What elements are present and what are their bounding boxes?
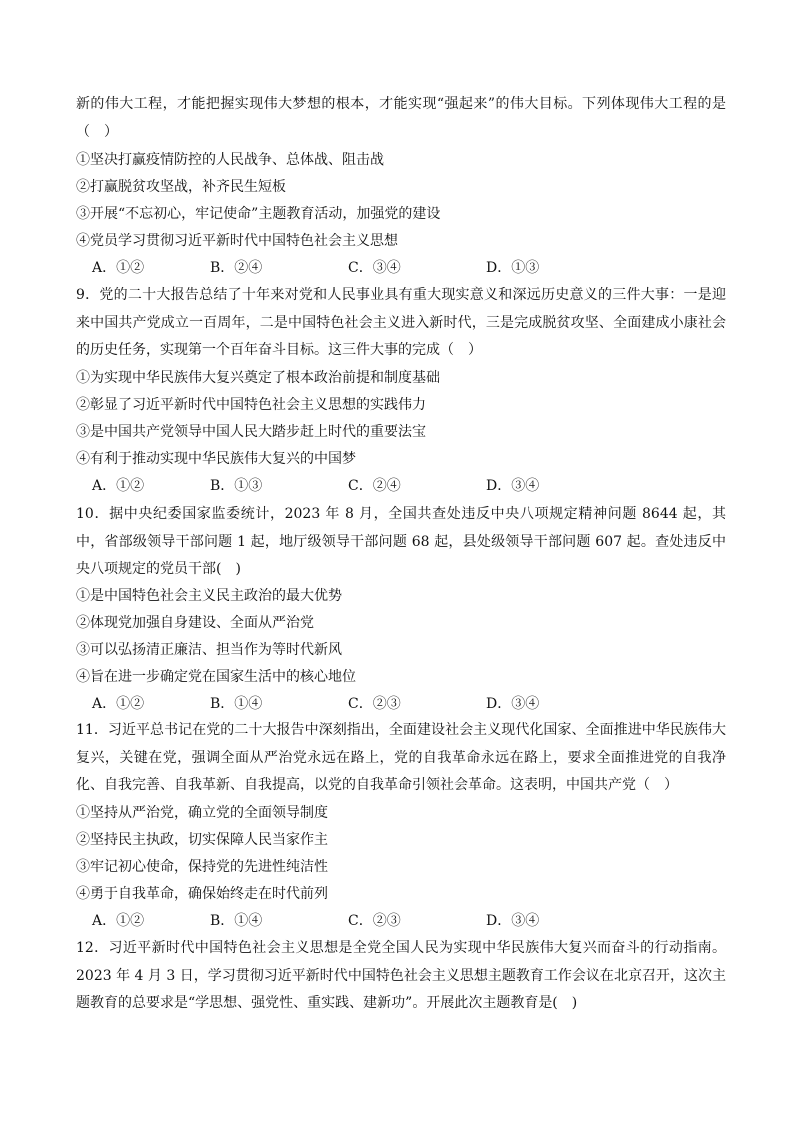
choice-d: D．③④	[486, 913, 540, 929]
question-11-option-3: ③牢记初心使命，保持党的先进性纯洁性	[76, 859, 328, 875]
question-8-option-3: ③开展“不忘初心，牢记使命”主题教育活动，加强党的建设	[76, 206, 441, 222]
question-9-option-3: ③是中国共产党领导中国人民大踏步赶上时代的重要法宝	[76, 424, 426, 440]
question-12-stem: 12．习近平新时代中国特色社会主义思想是全党全国人民为实现中华民族伟大复兴而奋斗的行动指南。2023 年 4 月 3 日，学习贯彻习近平新时代中国特色社会主义思想主题教育工作会议在北京召开，这次主题教育的总要求是“学思想、强党性、重实践、建新功”。开展此次主题教育是( )	[76, 940, 726, 1011]
choice-d: D．①③	[486, 260, 540, 276]
question-9-option-1: ①为实现中华民族伟大复兴奠定了根本政治前提和制度基础	[76, 370, 440, 386]
choice-d: D．③④	[486, 478, 540, 494]
question-8-option-1: ①坚决打赢疫情防控的人民战争、总体战、阻击战	[76, 152, 384, 168]
question-9-option-4: ④有利于推动实现中华民族伟大复兴的中国梦	[76, 451, 356, 467]
question-9-stem: 9．党的二十大报告总结了十年来对党和人民事业具有重大现实意义和深远历史意义的三件大事：一是迎来中国共产党成立一百周年，二是中国特色社会主义进入新时代，三是完成脱贫攻坚、全面建成小康社会的历史任务，实现第一个百年奋斗目标。这三件大事的完成（ ）	[76, 287, 726, 358]
question-8-option-2: ②打赢脱贫攻坚战，补齐民生短板	[76, 179, 286, 195]
question-11-choices	[92, 910, 652, 932]
question-10-choices	[92, 693, 652, 715]
question-9-choices	[92, 475, 652, 497]
choice-b: B．①④	[210, 913, 263, 929]
choice-b: B．②④	[210, 260, 263, 276]
choice-a: A．①②	[92, 913, 145, 929]
choice-b: B．①③	[210, 478, 263, 494]
question-10-option-2: ②体现党加强自身建设、全面从严治党	[76, 615, 314, 631]
choice-c: C．②③	[348, 696, 401, 712]
choice-a: A．①②	[92, 696, 145, 712]
choice-c: C．②④	[348, 478, 401, 494]
question-10-option-4: ④旨在进一步确定党在国家生活中的核心地位	[76, 669, 356, 685]
question-8-stem: 新的伟大工程，才能把握实现伟大梦想的根本，才能实现“强起来”的伟大目标。下列体现伟大工程的是（ ）	[76, 96, 726, 140]
question-9-option-2: ②彰显了习近平新时代中国特色社会主义思想的实践伟力	[76, 397, 426, 413]
question-11-stem: 11．习近平总书记在党的二十大报告中深刻指出，全面建设社会主义现代化国家、全面推进中华民族伟大复兴，关键在党，强调全面从严治党永远在路上，党的自我革命永远在路上，要求全面推进党的自我净化、自我完善、自我革新、自我提高，以党的自我革命引领社会革命。这表明，中国共产党（ ）	[76, 722, 726, 793]
choice-c: C．③④	[348, 260, 401, 276]
question-8-choices	[92, 257, 652, 279]
choice-a: A．①②	[92, 478, 145, 494]
choice-c: C．②③	[348, 913, 401, 929]
question-10-stem: 10．据中央纪委国家监委统计，2023 年 8 月，全国共查处违反中央八项规定精神问题 8644 起，其中，省部级领导干部问题 1 起，地厅级领导干部问题 68 起，县处级领导干部问题 607 起。查处违反中央八项规定的党员干部( )	[76, 506, 726, 577]
choice-a: A．①②	[92, 260, 145, 276]
choice-b: B．①④	[210, 696, 263, 712]
question-11-option-4: ④勇于自我革命，确保始终走在时代前列	[76, 886, 328, 902]
choice-d: D．③④	[486, 696, 540, 712]
question-11-option-2: ②坚持民主执政，切实保障人民当家作主	[76, 832, 328, 848]
question-10-option-3: ③可以弘扬清正廉洁、担当作为等时代新风	[76, 642, 342, 658]
question-11-option-1: ①坚持从严治党，确立党的全面领导制度	[76, 805, 328, 821]
question-8-option-4: ④党员学习贯彻习近平新时代中国特色社会主义思想	[76, 233, 398, 249]
question-10-option-1: ①是中国特色社会主义民主政治的最大优势	[76, 588, 342, 604]
